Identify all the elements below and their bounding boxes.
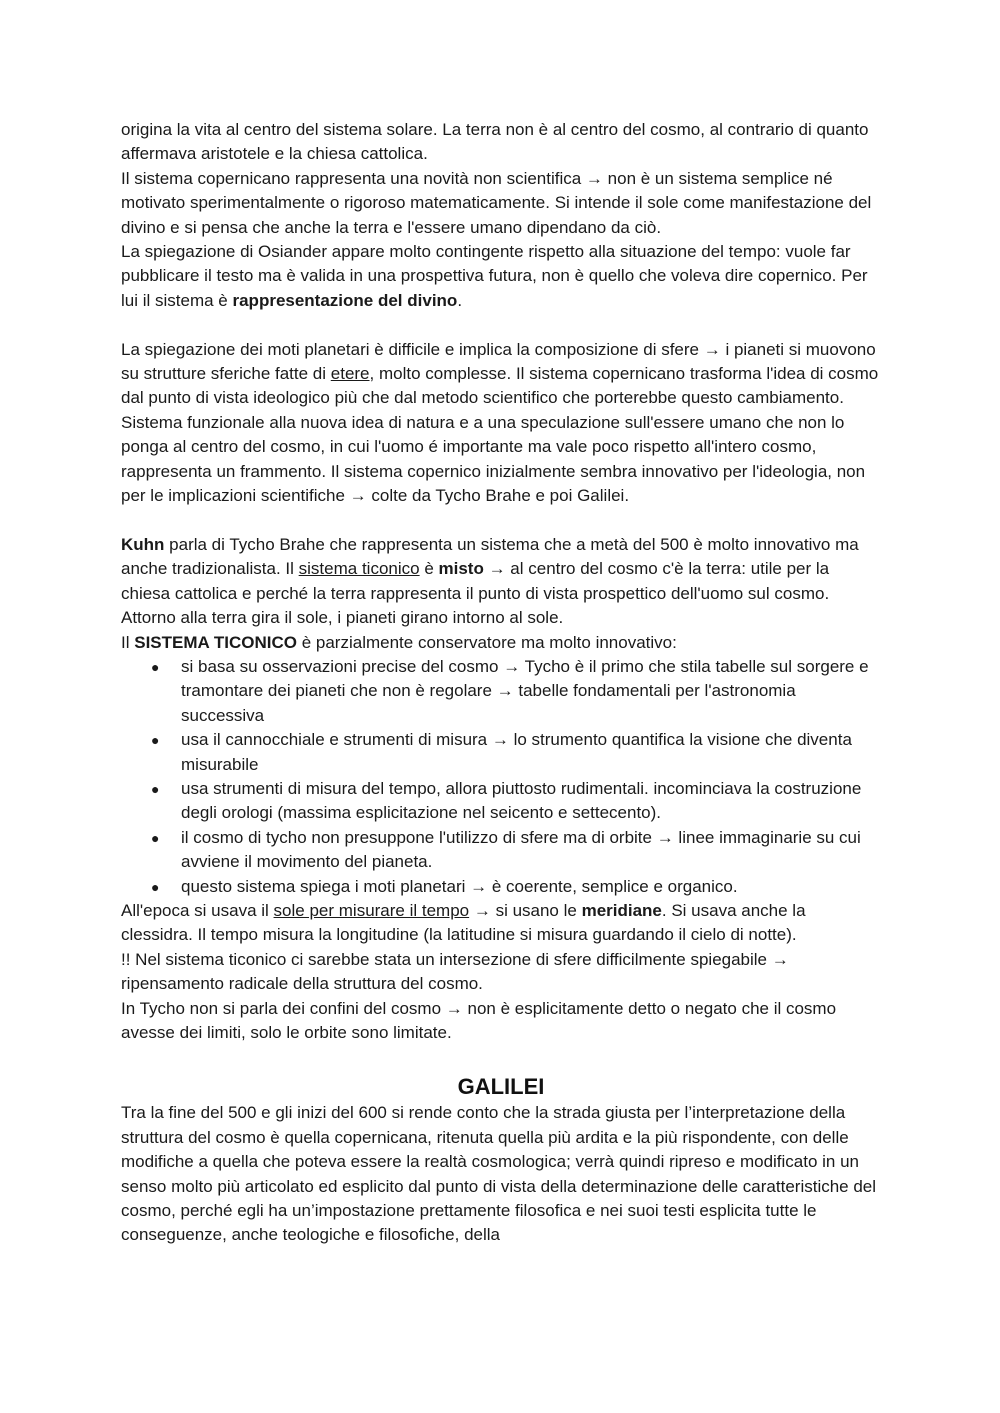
bold-rappresentazione-divino: rappresentazione del divino (232, 290, 458, 310)
bullet-icon: ● (151, 878, 160, 895)
paragraph-meridiane: All'epoca si usava il sole per misurare il tempo → si usano le meridiane. Si usava anche la clessidra. Il tempo misura la longitudine (la latitudine si misura guardando il cielo di notte). (121, 900, 806, 945)
bullet-icon: ● (151, 829, 160, 846)
bullet-icon: ● (151, 780, 160, 797)
bold-meridiane: meridiane (581, 900, 662, 920)
underlined-sole-tempo: sole per misurare il tempo (273, 900, 470, 920)
list-item: ● questo sistema spiega i moti planetari → è coerente, semplice e organico. (121, 875, 881, 899)
bullet-list (121, 655, 881, 899)
bold-misto: misto (438, 559, 484, 579)
section-heading-galilei: GALILEI (457, 1074, 545, 1100)
list-item: ● usa strumenti di misura del tempo, allora piuttosto rudimentali. incominciava la costruzione degli orologi (massima esplicitazione nel seicento e settecento). (151, 778, 862, 823)
bullet-icon: ● (151, 732, 160, 749)
bold-kuhn: Kuhn (121, 534, 165, 554)
paragraph-cosmos-limits: In Tycho non si parla dei confini del cosmo → non è esplicitamente detto o negato che il cosmo avesse dei limiti, solo le orbite sono limitate. (121, 998, 837, 1042)
paragraph-kuhn: Kuhn parla di Tycho Brahe che rappresenta un sistema che a metà del 500 è molto innovativo ma anche tradizionalista. Il sistema ticonico è misto → al centro del cosmo c'è la terra: utile per la chiesa cattolica e perché la terra rappresenta il punto di vista prospettico dell'uomo sul cosmo. Attorno alla terra gira il sole, i pianeti girano intorno al sole. (121, 534, 859, 628)
paragraph-copernican-novelty: Il sistema copernicano rappresenta una novità non scientifica → non è un sistema semplice né motivato sperimentalmente o rigoroso matematicamente. Si intende il sole come manifestazione del divino e si pensa che anche la terra e l'essere umano dipendano da ciò. (121, 168, 872, 237)
paragraph-osiander: La spiegazione di Osiander appare molto contingente rispetto alla situazione del tempo: vuole far pubblicare il testo ma è valida in una prospettiva futura, non è quello che voleva dire copernico. Per lui il sistema è rappresentazione del divino. (121, 242, 868, 310)
bold-sistema-ticonico: SISTEMA TICONICO (134, 632, 297, 652)
underlined-etere: etere (330, 364, 370, 384)
paragraph-copernico-sun: origina la vita al centro del sistema solare. La terra non è al centro del cosmo, al contrario di quanto affermava aristotele e la chiesa cattolica. (121, 120, 869, 164)
list-item: ● usa il cannocchiale e strumenti di misura → lo strumento quantifica la visione che diventa misurabile (151, 730, 852, 774)
paragraph-sphere-intersection: !! Nel sistema ticonico ci sarebbe stata un intersezione di sfere difficilmente spiegabile → ripensamento radicale della struttura del cosmo. (121, 949, 789, 994)
paragraph-gap (121, 313, 881, 337)
paragraph-planetary-motions: La spiegazione dei moti planetari è difficile e implica la composizione di sfere → i pianeti si muovono su strutture sferiche fatte di etere, molto complesse. Il sistema copernicano trasforma l'idea di cosmo dal punto di vista ideologico più che dal metodo scientifico che porterebbe questo cambiamento. (121, 339, 879, 408)
paragraph-sistema-ticonico-intro: Il SISTEMA TICONICO è parzialmente conservatore ma molto innovativo: (121, 632, 677, 652)
list-item: ● si basa su osservazioni precise del cosmo → Tycho è il primo che stila tabelle sul sorgere e tramontare dei pianeti che non è regolare → tabelle fondamentali per l'astronomia successiva (151, 656, 869, 725)
bullet-icon: ● (151, 658, 160, 675)
paragraph-functional-system: Sistema funzionale alla nuova idea di natura e a una speculazione sull'essere umano che non lo ponga al centro del cosmo, in cui l'uomo é importante ma vale poco rispetto all'intero cosmo, rappresenta un frammento. Il sistema copernico inizialmente sembra innovativo per l'ideologia, non per le implicazioni scientifiche → colte da Tycho Brahe e poi Galilei. (121, 412, 866, 506)
list-item: ● il cosmo di tycho non presuppone l'utilizzo di sfere ma di orbite → linee immaginarie su cui avviene il movimento del pianeta. (151, 827, 861, 872)
paragraph-gap (121, 508, 881, 532)
paragraph-galilei: Tra la fine del 500 e gli inizi del 600 si rende conto che la strada giusta per l’interpretazione della struttura del cosmo è quella copernicana, ritenuta quella più ardita e la più rispondente, con delle modifiche a quella che poteva essere la realtà cosmologica; verrà quindi ripreso e modificato in un senso molto più articolato ed esplicito dal punto di vista della determinazione delle caratteristiche del cosmo, perché egli ha un’impostazione prettamente filosofica e nei suoi testi esplicita tutte le conseguenze, anche teologiche e filosofiche, della (121, 1103, 877, 1245)
document-page (121, 118, 881, 1248)
underlined-sistema-ticonico: sistema ticonico (298, 559, 420, 579)
